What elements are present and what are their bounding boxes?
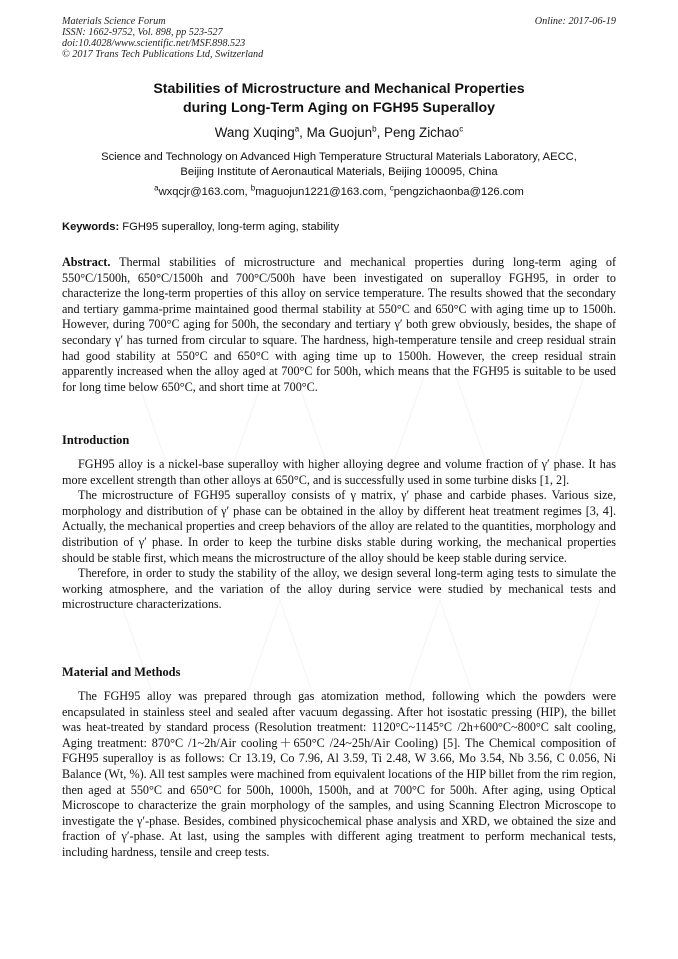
- email-separator: ,: [244, 186, 251, 198]
- author-name: Peng Zichao: [384, 125, 460, 140]
- author-separator: ,: [299, 125, 307, 140]
- keywords-text: FGH95 superalloy, long-term aging, stability: [119, 221, 340, 233]
- doi-line: doi:10.4028/www.scientific.net/MSF.898.523: [62, 38, 246, 49]
- introduction-heading: Introduction: [62, 433, 130, 447]
- author-sup: b: [372, 124, 377, 134]
- email-list: [62, 185, 616, 199]
- methods-heading: Material and Methods: [62, 665, 181, 679]
- journal-header: [62, 16, 616, 60]
- author-sup: a: [294, 124, 300, 134]
- email-address[interactable]: wxqcjr@163.com: [158, 186, 245, 198]
- paragraph: The FGH95 alloy was prepared through gas atomization method, following which the powders were encapsulated in stainless steel and sealed after vacuum degassing. After hot isostatic pressing (HIP), the billet was heat-treated by standard process (Resolution treatment: 1120°C~1145°C /2h+600°C~800°C salt cooling, Aging treatment: 870°C /1~2h/Air cooling＋650°C /24~25h/Air Cooling) [5]. The Chemical composition of FGH95 superalloy is as follows: Cr 13.19, Co 7.96, Al 3.59, Ti 2.48, W 3.66, Mo 3.54, Nb 3.56, C 0.056, Ni Balance (Wt, %). All test samples were machined from equivalent locations of the HIP billet from the rim region, then aged at 550°C and 650°C for 500h, 1000h, 1500h, and at 700°C for 500h. After aging, using Optical Microscope to characterize the grain morphology of the samples, and using Scanning Electron Microscope to investigate the γ′-phase. Besides, combined physicochemical phase analysis and XRD, we obtained the size and fraction of γ′-phase. At last, using the samples with different aging treatment to perform mechanical tests, including hardness, tensile and creep tests.: [62, 689, 616, 859]
- copyright-line: © 2017 Trans Tech Publications Ltd, Switzerland: [62, 49, 264, 60]
- paragraph: The microstructure of FGH95 superalloy consists of γ matrix, γ′ phase and carbide phases. Various size, morphology and distribution of γ′ phase can be obtained in the alloy by different heat treatment regimes [3, 4]. Actually, the mechanical properties and creep behaviors of the alloy are related to the quantities, morphology and distribution of γ′ phase. In order to keep the turbine disks stable during working, the mechanical properties should be stable first, which means the microstructure of the alloy should be keep stable during service.: [62, 488, 616, 565]
- email-sup: c: [389, 183, 394, 193]
- author-separator: ,: [376, 125, 385, 140]
- email-address[interactable]: maguojun1221@163.com: [255, 186, 384, 198]
- author-name: Wang Xuqing: [214, 125, 295, 140]
- paragraph: FGH95 alloy is a nickel-base superalloy with higher alloying degree and volume fraction of γ′ phase. It has more excellent strength than other alloys at 650°C, and is successfully used in some turbine disks [1, 2].: [62, 457, 616, 487]
- online-date: Online: 2017-06-19: [534, 16, 616, 27]
- methods-body: [62, 689, 616, 861]
- affiliation-line-2: Beijing Institute of Aeronautical Materials, Beijing 100095, China: [180, 165, 498, 178]
- issn-line: ISSN: 1662-9752, Vol. 898, pp 523-527: [62, 27, 223, 38]
- author-list: [62, 124, 616, 141]
- email-sup: b: [250, 183, 256, 193]
- email-separator: ,: [383, 186, 390, 198]
- author-name: Ma Guojun: [306, 125, 373, 140]
- paragraph: Therefore, in order to study the stability of the alloy, we design several long-term aging tests to simulate the working atmosphere, and the variation of the alloy during service were studied by mechanical tests and microstructure characterizations.: [62, 566, 616, 612]
- keywords-label: Keywords:: [62, 221, 120, 233]
- abstract: [62, 255, 616, 395]
- title-line-2: during Long-Term Aging on FGH95 Superalloy: [182, 100, 496, 116]
- keywords: [62, 220, 616, 234]
- title-line-1: Stabilities of Microstructure and Mechanical Properties: [153, 81, 525, 97]
- journal-name: Materials Science Forum: [62, 16, 166, 27]
- abstract-text: Thermal stabilities of microstructure and mechanical properties during long-term aging of 550°C/1500h, 650°C/1500h and 700°C/500h have been investigated on superalloy FGH95, in order to characterize the long-term properties of this alloy on service temperature. The results showed that the secondary and tertiary gamma-prime maintained good thermal stability at 550°C and 650°C with aging time up to 1500h. However, during 700°C aging for 500h, the secondary and tertiary γ′ both grew obviously, besides, the shape of secondary γ′ has turned from circular to square. The hardness, high-temperature tensile and creep residual strain had good stability at 550°C and 650°C with aging time up to 1500h. However, the creep residual strain apparently increased when the alloy aged at 700°C for 500h, which means that the FGH95 is suitable to be used for long time below 650°C, and short time at 700°C.: [62, 255, 616, 394]
- paper-title: [62, 80, 616, 118]
- abstract-label: Abstract.: [62, 255, 111, 269]
- affiliation-line-1: Science and Technology on Advanced High Temperature Structural Materials Laboratory, AECC,: [101, 151, 577, 163]
- email-sup: a: [154, 183, 159, 193]
- email-address[interactable]: pengzichaonba@126.com: [393, 186, 524, 198]
- affiliation: [62, 150, 616, 179]
- introduction-body: [62, 457, 616, 613]
- author-sup: c: [459, 124, 464, 134]
